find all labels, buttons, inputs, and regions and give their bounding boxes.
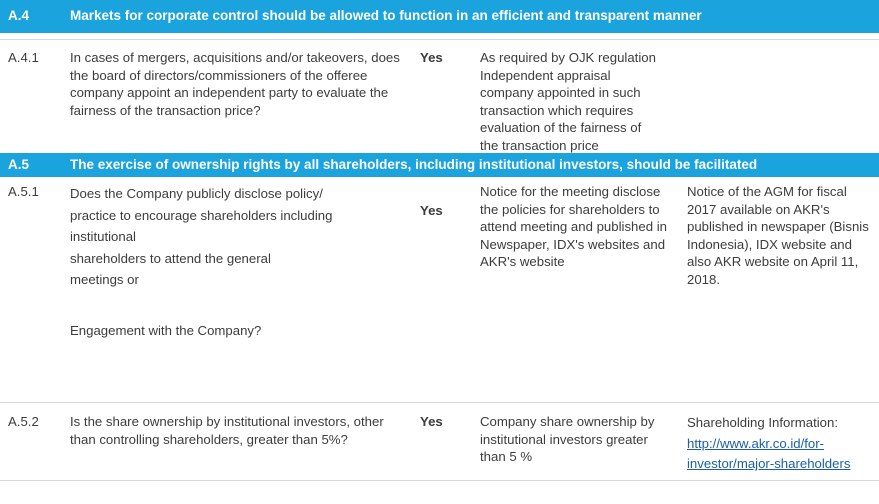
question-line: institutional: [70, 229, 136, 244]
shareholding-link[interactable]: [687, 434, 875, 475]
remarks-line: As required by OJK regulation: [480, 50, 656, 65]
link-line[interactable]: investor/major-shareholders: [687, 456, 851, 471]
section-title: Markets for corporate control should be allowed to function in an efficient and transparent manner: [70, 8, 702, 23]
question-line: meetings or: [70, 272, 139, 287]
question-line: shareholders to attend the general: [70, 250, 271, 266]
remarks-text: [480, 49, 680, 155]
section-header-a5: [0, 153, 879, 177]
remarks-text: Notice for the meeting disclose the policies for shareholders to attend meeting and published in Newspaper, IDX's websites and AKR's website: [480, 184, 667, 270]
section-code: A.5: [8, 157, 30, 172]
remarks-line: transaction which requires: [480, 102, 634, 118]
row-divider: [0, 402, 879, 403]
table-bottom-rule: [0, 480, 879, 481]
row-code: A.4.1: [8, 50, 39, 65]
reference-block: [687, 413, 875, 475]
answer-yes: Yes: [420, 203, 443, 218]
question-text: Is the share ownership by institutional investors, other than controlling shareholders, greater than 5%?: [70, 414, 384, 447]
row-code: A.5.1: [8, 184, 39, 199]
answer-yes: Yes: [420, 414, 443, 429]
section-code: A.4: [8, 8, 30, 23]
section-header-a4: [0, 0, 879, 33]
question-text: In cases of mergers, acquisitions and/or takeovers, does the board of directors/commissioners of the offeree company appoint an independent party to evaluate the fairness of the transaction price?: [70, 50, 400, 118]
row-code: A.5.2: [8, 414, 39, 429]
remarks-line: company appointed in such: [480, 85, 641, 101]
question-text-tail: Engagement with the Company?: [70, 323, 262, 338]
remarks-line: evaluation of the fairness of: [480, 120, 642, 136]
answer-yes: Yes: [420, 50, 443, 65]
row-divider: [0, 39, 879, 40]
reference-label: Shareholding Information:: [687, 415, 839, 430]
question-line: practice to encourage shareholders including: [70, 207, 333, 223]
reference-text: Notice of the AGM for fiscal 2017 available on AKR's published in newspaper (Bisnis Indonesia), IDX website and also AKR website on April 11, 2018.: [687, 184, 869, 287]
question-line: Does the Company publicly disclose policy/: [70, 186, 323, 201]
question-text: [70, 183, 400, 291]
section-title: The exercise of ownership rights by all shareholders, including institutional investors, should be facilitated: [70, 157, 758, 172]
remarks-line: the transaction price: [480, 137, 599, 153]
remarks-text: Company share ownership by institutional investors greater than 5 %: [480, 414, 655, 465]
link-line[interactable]: http://www.akr.co.id/for-: [687, 435, 825, 451]
remarks-line: Independent appraisal: [480, 67, 611, 83]
